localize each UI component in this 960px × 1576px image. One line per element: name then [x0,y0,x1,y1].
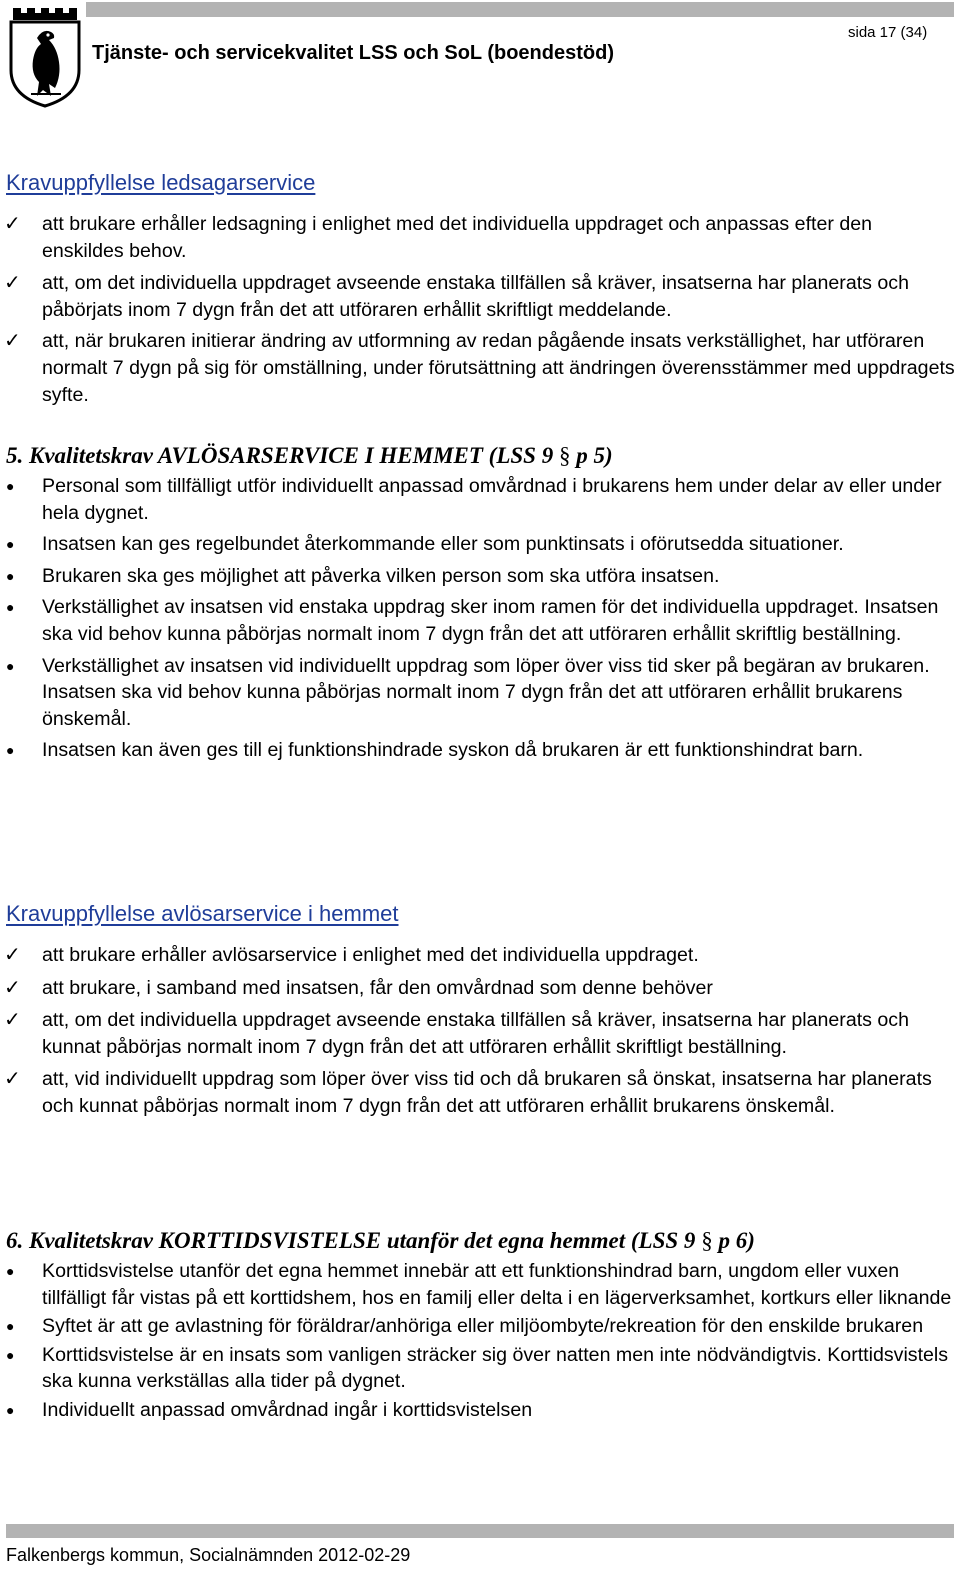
bullet-icon: ● [6,536,15,553]
bullet-icon: ● [6,567,15,584]
falcon-coat-of-arms-icon [7,4,83,108]
bullet-icon: ● [6,1401,15,1418]
description-list-avlosarservice [0,473,956,764]
list-item: ✓ att, vid individuellt uppdrag som löper över viss tid och då brukaren så önskat, insatserna har planerats och kunnat påbörjas normalt inom 7 dygn från det att utföraren erhållit brukarens önskemål. [4,1068,932,1117]
header-rule [86,2,954,17]
list-item: ● Insatsen kan även ges till ej funktionshindrade syskon då brukaren är ett funktionshindrat barn. [0,737,956,764]
section-heading-avlosarservice: 5. Kvalitetskrav AVLÖSARSERVICE I HEMMET (LSS 9 § p 5) [6,443,613,468]
bullet-icon: ● [6,478,15,494]
list-item: ✓ att, om det individuella uppdraget avseende enstaka tillfällen så kräver, insatserna har planerats och kunnat påbörjas normalt inom 7 dygn från det att utföraren erhållit skriftligt beställning. [4,1009,910,1058]
requirements-list-avlosarservice [0,942,956,1120]
checkmark-icon: ✓ [4,944,21,966]
section-heading-ledsagarservice: Kravuppfyllelse ledsagarservice [6,170,316,195]
list-item: ✓ att, om det individuella uppdraget avseende enstaka tillfällen så kräver, insatserna har planerats och påbörjats inom 7 dygn från det att utföraren erhållit skriftligt meddelande. [4,272,910,321]
list-item: ● Verkställighet av insatsen vid enstaka uppdrag sker inom ramen för det individuella uppdraget. Insatsen ska vid behov kunna påbörjas normalt inom 7 dygn från det att utföraren erhållit skriftlig beställning. [6,596,939,645]
list-item: ● Personal som tillfälligt utför individuellt anpassad omvårdnad i brukarens hem under delar av eller under hela dygnet. [6,475,942,524]
checkmark-icon: ✓ [4,330,21,353]
checkmark-icon: ✓ [4,213,21,235]
bullet-icon: ● [6,599,15,616]
list-item: ● Korttidsvistelse är en insats som vanligen sträcker sig över natten men inte nödvändigtvis. Korttidsvistels ska kunna verkställas alla tider på dygnet. [6,1343,949,1393]
bullet-icon: ● [6,1318,15,1335]
requirements-list-ledsagarservice [0,211,956,408]
list-item: ✓ att brukare erhåller ledsagning i enlighet med det individuella uppdraget och anpassas efter den enskildes behov. [4,213,873,262]
bullet-icon: ● [6,742,15,759]
list-item: ✓ att, när brukaren initierar ändring av utformning av redan pågående insats verkställighet, har utföraren normalt 7 dygn på sig för omställning, under förutsättning att ändringen överensstämmer med uppdragets syfte. [4,330,955,406]
list-item: ✓ att brukare, i samband med insatsen, får den omvårdnad som denne behöver [0,975,956,1002]
list-item: ● Korttidsvistelse utanför det egna hemmet innebär att ett funktionshindrad barn, ungdom eller vuxen tillfälligt får vistas på ett korttidshem, hos en familj eller delta i en lägerverksamhet, kortkurs eller liknande [6,1260,952,1309]
list-item: ● Syftet är att ge avlastning för föräldrar/anhöriga eller miljöombyte/rekreation för den enskilde brukaren [0,1313,956,1340]
list-item: ✓ att brukare erhåller avlösarservice i enlighet med det individuella uppdraget. [0,942,956,969]
checkmark-icon: ✓ [4,272,21,295]
page-number: sida 17 (34) [848,24,928,41]
list-item: ● Individuellt anpassad omvårdnad ingår i korttidsvistelsen [0,1397,956,1424]
checkmark-icon: ✓ [4,1068,21,1091]
footer-rule [6,1524,954,1538]
list-item: ● Brukaren ska ges möjlighet att påverka vilken person som ska utföra insatsen. [0,563,956,590]
bullet-icon: ● [6,1263,15,1279]
section-heading-korttidsvistelse: 6. Kvalitetskrav KORTTIDSVISTELSE utanför det egna hemmet (LSS 9 § p 6) [6,1228,755,1253]
description-list-korttidsvistelse [0,1258,956,1424]
section-heading-avlosarservice-krav: Kravuppfyllelse avlösarservice i hemmet [6,901,399,926]
bullet-icon: ● [6,657,15,674]
list-item: ● Insatsen kan ges regelbundet återkommande eller som punktinsats i oförutsedda situationer. [0,531,956,558]
checkmark-icon: ✓ [4,976,21,999]
footer-text: Falkenbergs kommun, Socialnämnden 2012-02-29 [6,1545,411,1565]
bullet-icon: ● [6,1346,15,1363]
checkmark-icon: ✓ [4,1009,21,1032]
document-title: Tjänste- och servicekvalitet LSS och SoL (boendestöd) [92,42,614,64]
list-item: ● Verkställighet av insatsen vid individuellt uppdrag som löper över viss tid sker på begäran av brukaren. Insatsen ska vid behov kunna påbörjas normalt inom 7 dygn från det att utföraren erhållit brukarens önskemål. [6,654,930,730]
